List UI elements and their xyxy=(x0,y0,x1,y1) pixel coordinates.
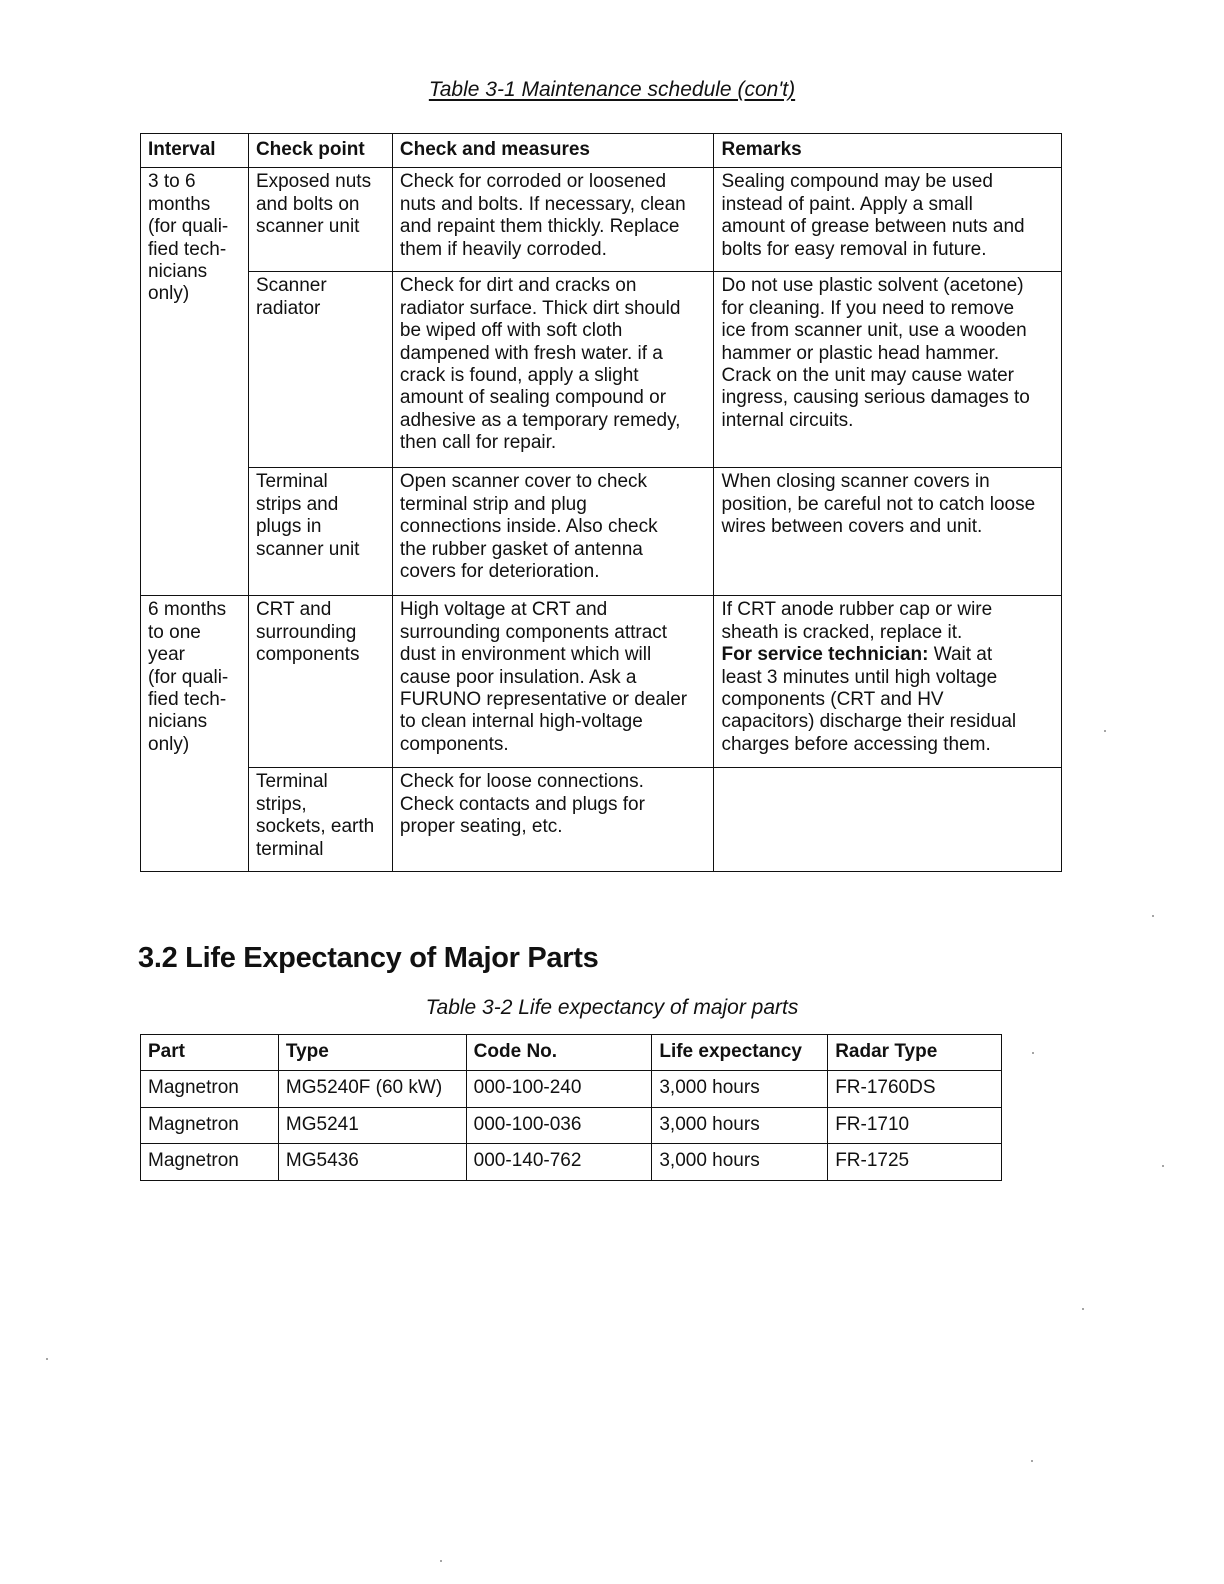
header-code-no: Code No. xyxy=(466,1035,652,1071)
interval-cell: 6 months to one year (for quali- fied tech- nicians only) xyxy=(141,596,249,872)
scan-speck xyxy=(1031,1460,1033,1462)
type-cell: MG5240F (60 kW) xyxy=(278,1071,466,1107)
remarks-text: If CRT anode rubber cap or wire sheath is cracked, replace it. xyxy=(721,599,993,643)
code-cell: 000-100-240 xyxy=(466,1071,652,1107)
code-cell: 000-100-036 xyxy=(466,1107,652,1143)
remarks-cell: When closing scanner covers in position, be careful not to catch loose wires between covers and unit. xyxy=(714,468,1062,596)
scan-speck xyxy=(46,1358,48,1360)
table-row xyxy=(141,596,1062,768)
header-part: Part xyxy=(141,1035,279,1071)
remarks-cell xyxy=(714,768,1062,872)
header-interval: Interval xyxy=(141,134,249,168)
remarks-text: Wait at least 3 minutes until high voltage components (CRT and HV capacitors) discharge their residual charges before accessing them. xyxy=(721,644,1017,755)
life-cell: 3,000 hours xyxy=(652,1071,828,1107)
measures-cell: High voltage at CRT and surrounding components attract dust in environment which will cause poor insulation. Ask a FURUNO representative or dealer to clean internal high-voltage components. xyxy=(392,596,714,768)
measures-cell: Check for loose connections. Check contacts and plugs for proper seating, etc. xyxy=(392,768,714,872)
interval-cell: 3 to 6 months (for quali- fied tech- nicians only) xyxy=(141,168,249,596)
part-cell: Magnetron xyxy=(141,1071,279,1107)
header-remarks: Remarks xyxy=(714,134,1062,168)
code-cell: 000-140-762 xyxy=(466,1144,652,1180)
check-point-cell: Scanner radiator xyxy=(248,272,392,468)
part-cell: Magnetron xyxy=(141,1107,279,1143)
maintenance-schedule-table xyxy=(140,133,1062,872)
radar-type-cell: FR-1710 xyxy=(828,1107,1002,1143)
radar-type-cell: FR-1760DS xyxy=(828,1071,1002,1107)
table-header-row xyxy=(141,1035,1002,1071)
check-point-cell: Exposed nuts and bolts on scanner unit xyxy=(248,168,392,272)
measures-cell: Check for dirt and cracks on radiator surface. Thick dirt should be wiped off with soft cloth dampened with fresh water. if a crack is found, apply a slight amount of sealing compound or adhesive as a temporary remedy, then call for repair. xyxy=(392,272,714,468)
table-row xyxy=(141,1144,1002,1180)
table-3-2-caption: Table 3-2 Life expectancy of major parts xyxy=(425,996,799,1019)
check-point-cell: Terminal strips and plugs in scanner unit xyxy=(248,468,392,596)
remarks-cell: Sealing compound may be used instead of paint. Apply a small amount of grease between nuts and bolts for easy removal in future. xyxy=(714,168,1062,272)
measures-cell: Open scanner cover to check terminal strip and plug connections inside. Also check the rubber gasket of antenna covers for deterioration. xyxy=(392,468,714,596)
check-point-cell: CRT and surrounding components xyxy=(248,596,392,768)
scan-speck xyxy=(1032,1052,1034,1054)
type-cell: MG5241 xyxy=(278,1107,466,1143)
remarks-cell xyxy=(714,596,1062,768)
header-life-expectancy: Life expectancy xyxy=(652,1035,828,1071)
table-row xyxy=(141,468,1062,596)
radar-type-cell: FR-1725 xyxy=(828,1144,1002,1180)
table-row xyxy=(141,1071,1002,1107)
table-row xyxy=(141,1107,1002,1143)
life-expectancy-table xyxy=(140,1034,1002,1181)
life-cell: 3,000 hours xyxy=(652,1144,828,1180)
life-cell: 3,000 hours xyxy=(652,1107,828,1143)
scan-speck xyxy=(1104,730,1106,732)
part-cell: Magnetron xyxy=(141,1144,279,1180)
type-cell: MG5436 xyxy=(278,1144,466,1180)
scan-speck xyxy=(1162,1165,1164,1167)
scan-speck xyxy=(440,1560,442,1562)
scan-speck xyxy=(1152,915,1154,917)
header-radar-type: Radar Type xyxy=(828,1035,1002,1071)
scan-speck xyxy=(1082,1308,1084,1310)
header-type: Type xyxy=(278,1035,466,1071)
table-row xyxy=(141,168,1062,272)
section-title: 3.2 Life Expectancy of Major Parts xyxy=(138,942,599,974)
table-row xyxy=(141,768,1062,872)
table-3-1-caption: Table 3-1 Maintenance schedule (con't) xyxy=(428,78,796,101)
measures-cell: Check for corroded or loosened nuts and bolts. If necessary, clean and repaint them thickly. Replace them if heavily corroded. xyxy=(392,168,714,272)
check-point-cell: Terminal strips, sockets, earth terminal xyxy=(248,768,392,872)
table-header-row xyxy=(141,134,1062,168)
header-check-measures: Check and measures xyxy=(392,134,714,168)
remarks-cell: Do not use plastic solvent (acetone) for cleaning. If you need to remove ice from scanner unit, use a wooden hammer or plastic head hammer. Crack on the unit may cause water ingress, causing serious damages to internal circuits. xyxy=(714,272,1062,468)
header-check-point: Check point xyxy=(248,134,392,168)
remarks-bold-label: For service technician: xyxy=(721,644,929,666)
table-row xyxy=(141,272,1062,468)
